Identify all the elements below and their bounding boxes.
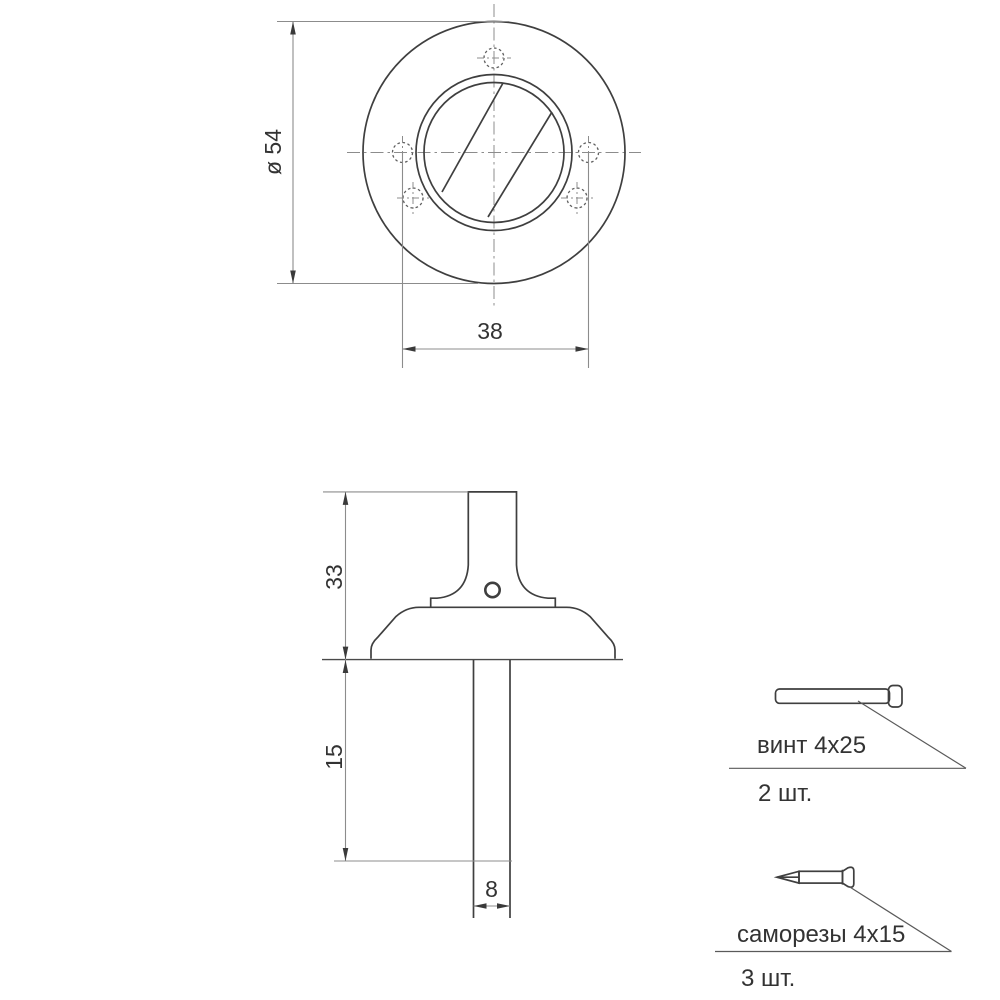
- thumbturn-knob-profile: [431, 492, 556, 607]
- selftapper-label: саморезы 4x15: [737, 921, 906, 948]
- selftapper-qty-label: 3 шт.: [741, 965, 796, 992]
- top-view: [260, 4, 641, 368]
- flange-hole: [485, 583, 499, 597]
- screw-leader-line: [858, 701, 966, 768]
- spindle-length-dimension-label: 15: [321, 744, 347, 770]
- rose-dome-profile: [371, 607, 615, 659]
- hole-spacing-dimension: [403, 153, 589, 369]
- body-height-dimension: [321, 492, 468, 861]
- body-height-dimension-label: 33: [321, 564, 347, 590]
- spindle-width-dimension: [474, 876, 511, 909]
- side-view: [321, 492, 623, 918]
- self-tapping-screw-icon: [777, 867, 854, 887]
- hardware-screws-callout: [729, 686, 966, 808]
- screw-icon: [776, 686, 903, 708]
- screw-label: винт 4x25: [757, 732, 867, 759]
- hardware-selftapping-callout: [715, 867, 952, 992]
- thumbturn-slot-line: [488, 112, 552, 217]
- hole-spacing-dimension-label: 38: [477, 318, 503, 344]
- diameter-dimension-label: ø 54: [260, 128, 286, 176]
- spindle-width-dimension-label: 8: [485, 876, 498, 902]
- spindle-length-dimension: [321, 660, 512, 861]
- screw-qty-label: 2 шт.: [758, 780, 813, 807]
